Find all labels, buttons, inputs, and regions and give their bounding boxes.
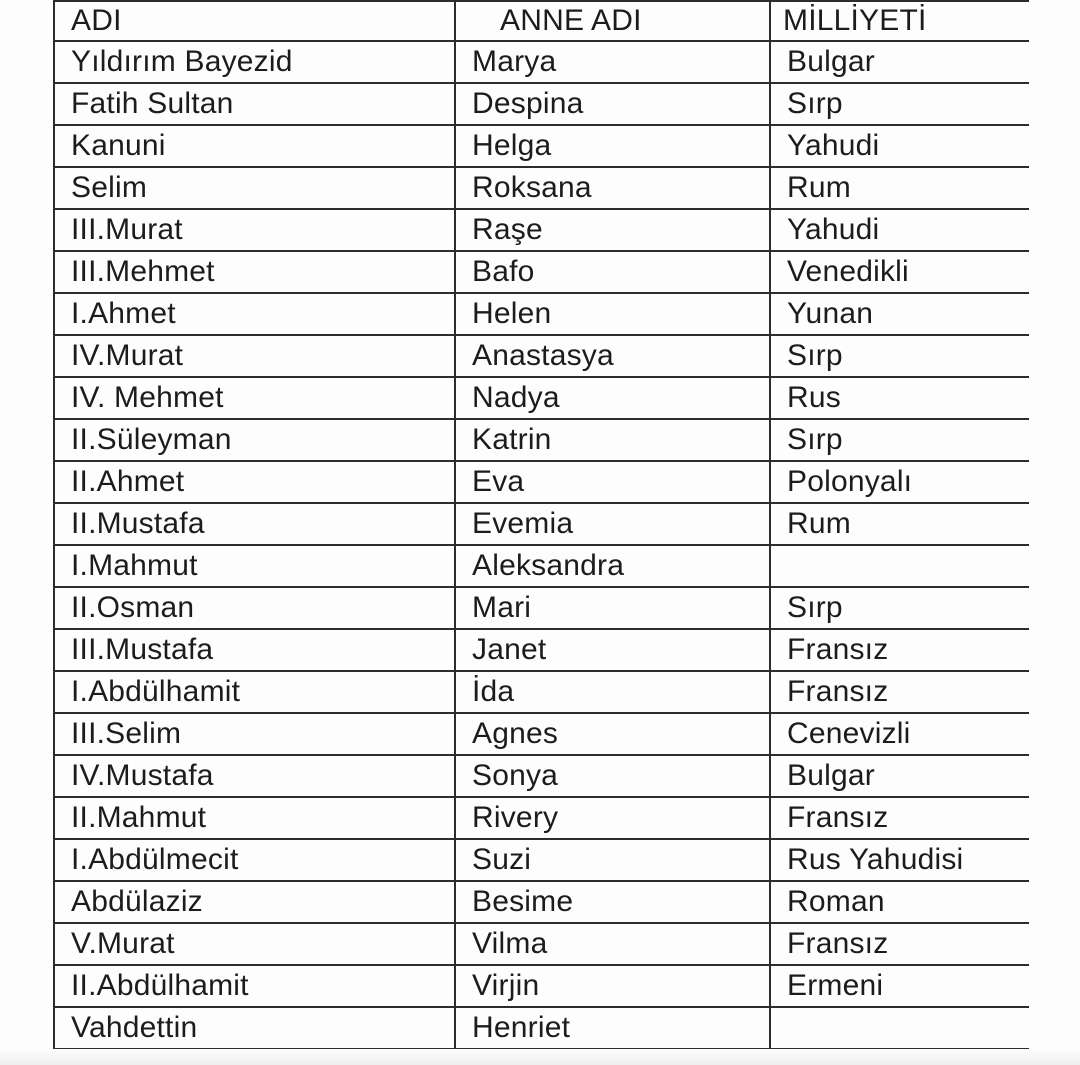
- cell-name: III.Murat: [54, 209, 455, 251]
- cell-mother-name: Roksana: [455, 167, 770, 209]
- table-row: [54, 671, 1029, 713]
- header-nationality: MİLLİYETİ: [770, 1, 1029, 41]
- cell-mother-name: Aleksandra: [455, 545, 770, 587]
- cell-name: I.Abdülhamit: [54, 671, 455, 713]
- cell-nationality: Fransız: [770, 923, 1029, 965]
- table-row: [54, 797, 1029, 839]
- cell-nationality: Rum: [770, 167, 1029, 209]
- cell-nationality: Fransız: [770, 629, 1029, 671]
- page-bottom-edge: [0, 1049, 1080, 1065]
- table-row: [54, 713, 1029, 755]
- cell-name: III.Mustafa: [54, 629, 455, 671]
- cell-nationality: Roman: [770, 881, 1029, 923]
- cell-name: Yıldırım Bayezid: [54, 41, 455, 83]
- cell-nationality: [770, 1007, 1029, 1049]
- cell-nationality: Rum: [770, 503, 1029, 545]
- cell-name: III.Mehmet: [54, 251, 455, 293]
- header-mother-name: ANNE ADI: [455, 1, 770, 41]
- cell-nationality: Yahudi: [770, 209, 1029, 251]
- cell-mother-name: Janet: [455, 629, 770, 671]
- cell-mother-name: Helen: [455, 293, 770, 335]
- cell-name: II.Mahmut: [54, 797, 455, 839]
- table-row: [54, 503, 1029, 545]
- table-row: [54, 839, 1029, 881]
- cell-nationality: Sırp: [770, 83, 1029, 125]
- cell-name: I.Mahmut: [54, 545, 455, 587]
- cell-mother-name: Vilma: [455, 923, 770, 965]
- cell-nationality: Polonyalı: [770, 461, 1029, 503]
- cell-name: I.Abdülmecit: [54, 839, 455, 881]
- cell-name: Abdülaziz: [54, 881, 455, 923]
- table-row: [54, 125, 1029, 167]
- table-row: [54, 923, 1029, 965]
- cell-name: Selim: [54, 167, 455, 209]
- table-row: [54, 293, 1029, 335]
- cell-name: IV.Murat: [54, 335, 455, 377]
- cell-name: III.Selim: [54, 713, 455, 755]
- table-row: [54, 545, 1029, 587]
- cell-mother-name: Bafo: [455, 251, 770, 293]
- cell-nationality: [770, 545, 1029, 587]
- cell-nationality: Ermeni: [770, 965, 1029, 1007]
- cell-mother-name: Despina: [455, 83, 770, 125]
- cell-nationality: Sırp: [770, 335, 1029, 377]
- cell-nationality: Sırp: [770, 587, 1029, 629]
- table-row: [54, 755, 1029, 797]
- table-row: [54, 335, 1029, 377]
- cell-nationality: Rus Yahudisi: [770, 839, 1029, 881]
- cell-mother-name: Marya: [455, 41, 770, 83]
- cell-mother-name: Mari: [455, 587, 770, 629]
- cell-mother-name: İda: [455, 671, 770, 713]
- cell-nationality: Venedikli: [770, 251, 1029, 293]
- cell-mother-name: Agnes: [455, 713, 770, 755]
- table-row: [54, 587, 1029, 629]
- cell-nationality: Bulgar: [770, 41, 1029, 83]
- cell-name: II.Süleyman: [54, 419, 455, 461]
- cell-nationality: Fransız: [770, 797, 1029, 839]
- cell-name: I.Ahmet: [54, 293, 455, 335]
- table-row: [54, 209, 1029, 251]
- cell-nationality: Rus: [770, 377, 1029, 419]
- cell-mother-name: Helga: [455, 125, 770, 167]
- table-row: [54, 41, 1029, 83]
- table-row: [54, 1007, 1029, 1049]
- table-row: [54, 167, 1029, 209]
- table-row: [54, 377, 1029, 419]
- table-row: [54, 419, 1029, 461]
- cell-mother-name: Besime: [455, 881, 770, 923]
- cell-name: Kanuni: [54, 125, 455, 167]
- cell-nationality: Fransız: [770, 671, 1029, 713]
- cell-nationality: Yahudi: [770, 125, 1029, 167]
- cell-mother-name: Sonya: [455, 755, 770, 797]
- cell-mother-name: Raşe: [455, 209, 770, 251]
- table-row: [54, 251, 1029, 293]
- cell-mother-name: Katrin: [455, 419, 770, 461]
- cell-name: II.Mustafa: [54, 503, 455, 545]
- table-row: [54, 83, 1029, 125]
- cell-nationality: Yunan: [770, 293, 1029, 335]
- table-body: [54, 41, 1029, 1049]
- cell-mother-name: Nadya: [455, 377, 770, 419]
- cell-mother-name: Anastasya: [455, 335, 770, 377]
- header-name: ADI: [54, 1, 455, 41]
- cell-name: IV. Mehmet: [54, 377, 455, 419]
- cell-name: II.Osman: [54, 587, 455, 629]
- cell-mother-name: Virjin: [455, 965, 770, 1007]
- table-header-row: [54, 1, 1029, 41]
- cell-nationality: Bulgar: [770, 755, 1029, 797]
- cell-nationality: Sırp: [770, 419, 1029, 461]
- cell-nationality: Cenevizli: [770, 713, 1029, 755]
- table-row: [54, 965, 1029, 1007]
- cell-name: Vahdettin: [54, 1007, 455, 1049]
- table-row: [54, 881, 1029, 923]
- cell-mother-name: Rivery: [455, 797, 770, 839]
- cell-mother-name: Suzi: [455, 839, 770, 881]
- cell-mother-name: Henriet: [455, 1007, 770, 1049]
- cell-name: II.Ahmet: [54, 461, 455, 503]
- cell-name: V.Murat: [54, 923, 455, 965]
- cell-name: Fatih Sultan: [54, 83, 455, 125]
- cell-mother-name: Eva: [455, 461, 770, 503]
- table-row: [54, 461, 1029, 503]
- cell-name: IV.Mustafa: [54, 755, 455, 797]
- cell-mother-name: Evemia: [455, 503, 770, 545]
- sultans-table: [53, 0, 1029, 1050]
- cell-name: II.Abdülhamit: [54, 965, 455, 1007]
- table-row: [54, 629, 1029, 671]
